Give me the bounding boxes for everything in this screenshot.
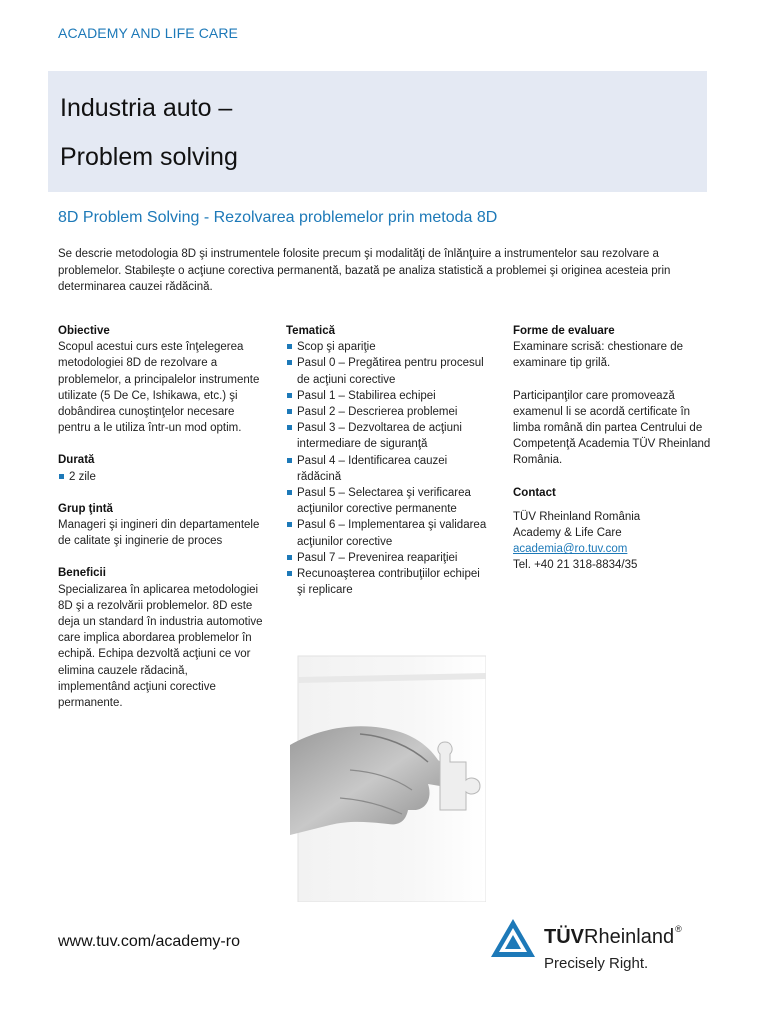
topics-heading: Tematică bbox=[286, 325, 336, 337]
duration-heading: Durată bbox=[58, 454, 95, 467]
list-item: Pasul 4 – Identificarea cauzei rădăcină bbox=[286, 453, 491, 485]
objectives-text: Scopul acestui curs este înţelegerea metodologiei 8D de rezolvare a problemelor, a principalelor instrumente utilizate (5 De Ce, Ishikawa, etc.) şi dobândirea cunoştinţelor necesare pentru a le utiliza într-un mod optim. bbox=[58, 341, 260, 435]
registered-mark: ® bbox=[675, 924, 682, 934]
duration-list bbox=[58, 469, 263, 485]
column-right bbox=[513, 323, 713, 574]
square-bullet-icon bbox=[287, 555, 292, 560]
list-item: Pasul 7 – Prevenirea reapariţiei bbox=[286, 550, 491, 566]
list-item: Recunoaşterea contribuţiilor echipei şi replicare bbox=[286, 566, 491, 598]
column-left bbox=[58, 323, 263, 711]
page-title-line2: Problem solving bbox=[60, 143, 238, 171]
topics-list bbox=[286, 339, 491, 598]
square-bullet-icon bbox=[287, 409, 292, 414]
title-box bbox=[48, 71, 707, 192]
square-bullet-icon bbox=[287, 458, 292, 463]
course-subtitle: 8D Problem Solving - Rezolvarea problemelor prin metoda 8D bbox=[58, 209, 498, 226]
list-item: Pasul 0 – Pregătirea pentru procesul de acţiuni corective bbox=[286, 355, 491, 387]
square-bullet-icon bbox=[287, 571, 292, 576]
square-bullet-icon bbox=[287, 522, 292, 527]
target-group-heading: Grup ţintă bbox=[58, 502, 113, 515]
square-bullet-icon bbox=[287, 393, 292, 398]
square-bullet-icon bbox=[287, 360, 292, 365]
page-title-line1: Industria auto – bbox=[60, 94, 233, 122]
target-group-text: Manageri şi ingineri din departamentele de calitate şi inginerie de proces bbox=[58, 519, 260, 548]
list-item: 2 zile bbox=[58, 469, 263, 485]
footer-url-link[interactable]: www.tuv.com/academy-ro bbox=[58, 933, 240, 950]
contact-email-link[interactable]: academia@ro.tuv.com bbox=[513, 543, 628, 556]
list-item: Pasul 3 – Dezvoltarea de acţiuni intermediare de siguranţă bbox=[286, 420, 491, 452]
hand-puzzle-photo bbox=[290, 650, 486, 902]
intro-paragraph: Se descrie metodologia 8D şi instrumentele folosite precum şi modalităţi de înlănţuire a instrumentelor sau rezolvare a problemelor. Stabileşte o acţiune corectiva permanentă, bazată pe analiza statistică a problemei şi originea acesteia prin determinarea cauzei rădăcină. bbox=[58, 248, 671, 293]
square-bullet-icon bbox=[59, 474, 64, 479]
logo-bold-text: TÜV bbox=[544, 926, 584, 948]
list-item: Scop şi apariţie bbox=[286, 339, 491, 355]
list-item: Pasul 5 – Selectarea şi verificarea acţiunilor corective permanente bbox=[286, 485, 491, 517]
square-bullet-icon bbox=[287, 425, 292, 430]
evaluation-heading: Forme de evaluare bbox=[513, 325, 615, 337]
list-item: Pasul 6 – Implementarea şi validarea acţiunilor corective bbox=[286, 517, 491, 549]
contact-org: TÜV Rheinland România bbox=[513, 510, 641, 523]
tuv-triangle-logo-icon bbox=[490, 918, 536, 958]
list-item: Pasul 2 – Descrierea problemei bbox=[286, 404, 491, 420]
header-label: ACADEMY AND LIFE CARE bbox=[58, 25, 238, 41]
evaluation-text: Examinare scrisă: chestionare de examinare tip grilă. bbox=[513, 341, 684, 370]
benefits-heading: Beneficii bbox=[58, 567, 106, 580]
certificate-text: Participanţilor care promovează examenul li se acordă certificate în limba română din partea Centrului de Competenţă Academia TÜV Rheinland România. bbox=[513, 389, 711, 467]
contact-dept: Academy & Life Care bbox=[513, 527, 622, 540]
tuv-logo-text bbox=[544, 926, 682, 949]
list-item: Pasul 1 – Stabilirea echipei bbox=[286, 388, 491, 404]
benefits-text: Specializarea în aplicarea metodologiei 8D şi a rezolvării problemelor. 8D este deja un standard în industria automotive care implica abordarea problemelor în echipă. Echipa dezvoltă acţiuni ce vor elimina cauzele rădacină, implementând acţiuni corective permanente. bbox=[58, 583, 263, 710]
contact-heading: Contact bbox=[513, 486, 556, 499]
logo-tagline: Precisely Right. bbox=[544, 955, 649, 972]
square-bullet-icon bbox=[287, 490, 292, 495]
logo-rest-text: Rheinland bbox=[584, 926, 675, 948]
square-bullet-icon bbox=[287, 344, 292, 349]
column-middle bbox=[286, 323, 491, 598]
objectives-heading: Obiective bbox=[58, 325, 110, 337]
contact-phone: Tel. +40 21 318-8834/35 bbox=[513, 559, 638, 572]
